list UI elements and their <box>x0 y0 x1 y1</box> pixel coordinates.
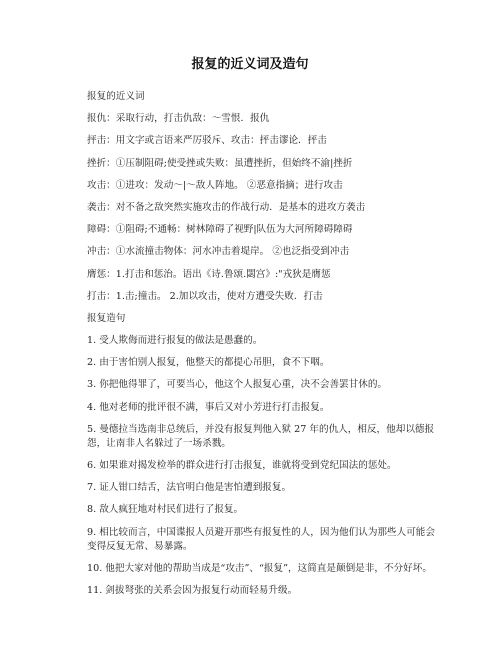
example-sentence: 1. 受人欺侮而进行报复的做法是愚蠢的。 <box>87 335 263 347</box>
example-sentence: 11. 剑拔弩张的关系会因为报复行动而轻易升级。 <box>87 584 298 596</box>
synonym-entry: 冲击：①水流撞击物体：河水冲击着堤岸。 ②也泛指受到冲击 <box>87 246 350 258</box>
example-sentence: 9. 相比较而言，中国谍报人员避开那些有报复性的人，因为他们认为那些人可能会变得反复无常、易暴露。 <box>87 526 435 552</box>
example-sentence: 7. 证人钳口结舌，法官明白他是害怕遭到报复。 <box>87 482 292 494</box>
example-sentence: 4. 他对老师的批评很不满，事后又对小芳进行打击报复。 <box>87 401 330 413</box>
sentences-section <box>87 312 442 598</box>
synonym-entry: 障碍：①阻碍;不通畅：树林障碍了视野|队伍为大河所障碍障碍 <box>87 224 353 236</box>
synonym-entry: 抨击：用文字或言语来严厉驳斥、攻击：抨击谬论．抨击 <box>87 135 327 147</box>
synonym-entry: 报仇：采取行动，打击仇敌：～雪恨．报仇 <box>87 113 270 125</box>
synonym-entry: 膺惩：1.打击和惩治。语出《诗.鲁颂.閟宫》:"戎狄是膺惩 <box>87 268 331 280</box>
synonym-entry: 攻击：①进攻：发动～|～敌人阵地。 ②恶意指摘；进行攻击 <box>87 179 343 191</box>
example-sentence: 10. 他把大家对他的帮助当成是“攻击”、“报复”，这简直是颠倒是非，不分好坏。 <box>87 562 432 574</box>
synonym-entry: 挫折：①压制阻碍;使受挫或失败：虽遭挫折，但始终不渝|挫折 <box>87 157 353 169</box>
example-sentence: 3. 你把他得罪了，可要当心，他这个人报复心重，决不会善罢甘休的。 <box>87 379 388 391</box>
example-sentence: 2. 由于害怕别人报复，他整天的都提心吊胆，食不下咽。 <box>87 357 330 369</box>
example-sentence: 6. 如果谁对揭发检举的群众进行打击报复，谁就将受到党纪国法的惩处。 <box>87 460 397 471</box>
example-sentence: 8. 敌人疯狂地对村民们进行了报复。 <box>87 504 244 516</box>
example-sentence: 5. 曼德拉当选南非总统后，并没有报复判他入狱 27 年的仇人，相反，他却以德报怨，让南非人名躲过了一场杀戮。 <box>87 423 435 449</box>
sentences-heading: 报复造句 <box>87 312 126 324</box>
document-title: 报复的近义词及造句 <box>191 57 309 72</box>
synonym-entry: 打击：1.击;撞击。 2.加以攻击，使对方遭受失败．打击 <box>87 290 323 302</box>
synonyms-section <box>87 90 442 304</box>
synonyms-heading: 报复的近义词 <box>87 91 145 102</box>
synonym-entry: 袭击：对不备之敌突然实施攻击的作战行动．是基本的进攻方袭击 <box>87 201 366 213</box>
